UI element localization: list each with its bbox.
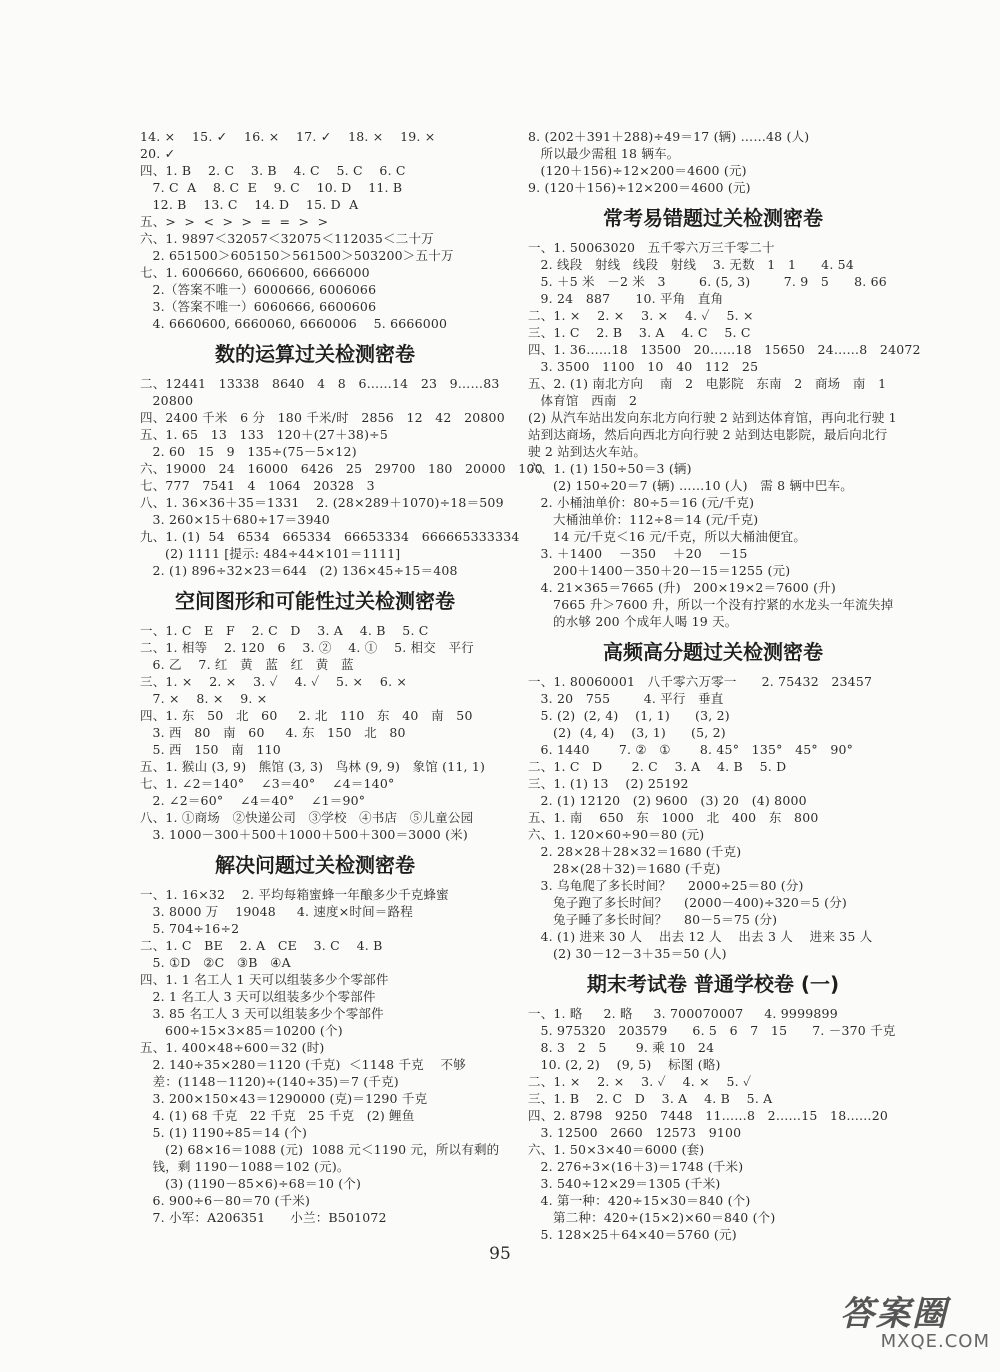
answer-line: 六、1. 9897＜32057＜32075＜112035＜二十万 [140, 231, 434, 246]
answer-line: 2. 小桶油单价：80÷5＝16 (元/千克) [528, 495, 755, 510]
answer-line: 2. 28×28＋28×32＝1680 (千克) [528, 844, 742, 859]
answer-line: 所以最少需租 18 辆车。 [528, 146, 680, 161]
answer-line: 12. B 13. C 14. D 15. D A [140, 197, 359, 212]
answer-line: 三、1. C 2. B 3. A 4. C 5. C [528, 325, 751, 340]
answer-line: 2. (1) 12120 (2) 9600 (3) 20 (4) 8000 [528, 793, 807, 808]
page-number: 95 [489, 1244, 511, 1264]
answer-line: 四、1. 36……18 13500 20……18 15650 24……8 24072 [528, 342, 921, 357]
answer-line: 5. ＋5 米 －2 米 3 6. (5, 3) 7. 9 5 8. 66 [528, 274, 887, 289]
answer-line: 钱，剩 1190－1088＝102 (元)。 [140, 1159, 350, 1174]
answer-line: 2. 1 名工人 3 天可以组装多少个零部件 [140, 989, 376, 1004]
answer-line: 兔子睡了多长时间？ 80－5＝75 (分) [528, 912, 778, 927]
answer-line: 7. C A 8. C E 9. C 10. D 11. B [140, 180, 403, 195]
answer-line: 的水够 200 个成年人喝 19 天。 [528, 614, 738, 629]
answer-line: 9. (120＋156)÷12×200＝4600 (元) [528, 180, 751, 195]
answer-line: 一、1. C E F 2. C D 3. A 4. B 5. C [140, 623, 429, 638]
answer-line: 大桶油单价：112÷8＝14 (元/千克) [528, 512, 759, 527]
answer-line: 六、1. 120×60÷90＝80 (元) [528, 827, 705, 842]
answer-line: 8. 3 2 5 9. 乘 10 24 [528, 1040, 715, 1055]
answer-line: 四、1. 1 名工人 1 天可以组装多少个零部件 [140, 972, 389, 987]
answer-line: 七、777 7541 4 1064 20328 3 [140, 478, 375, 493]
answer-line: 3. 260×15＋680÷17＝3940 [140, 512, 330, 527]
answer-line: 2.（答案不唯一）6000666, 6006066 [140, 282, 377, 297]
answer-line: (2) 150÷20＝7 (辆) ……10 (人) 需 8 辆中巴车。 [528, 478, 853, 493]
answer-line: 八、1. 36×36＋35＝1331 2. (28×289＋1070)÷18＝509 [140, 495, 504, 510]
answer-line: 600÷15×3×85＝10200 (个) [140, 1023, 343, 1038]
answer-line: 二、1. 相等 2. 120 6 3. ② 4. ① 5. 相交 平行 [140, 640, 474, 655]
answer-line: 一、1. 略 2. 略 3. 700070007 4. 9999899 [528, 1006, 838, 1021]
answer-line: 5. ①D ②C ③B ④A [140, 955, 291, 970]
answer-line: 6. 乙 7. 红 黄 蓝 红 黄 蓝 [140, 657, 354, 672]
answer-line: (120＋156)÷12×200＝4600 (元) [528, 163, 747, 178]
answer-line: 二、12441 13338 8640 4 8 6……14 23 9……83 [140, 376, 500, 391]
answer-line: 2. 651500＞605150＞561500＞503200＞五十万 [140, 248, 454, 263]
answer-line: 8. (202＋391＋288)÷49＝17 (辆) ……48 (人) [528, 129, 810, 144]
answer-line: 六、1. 50×3×40＝6000 (套) [528, 1142, 705, 1157]
section-heading: 解决问题过关检测密卷 [215, 853, 415, 877]
right-column [528, 128, 921, 1243]
answer-line: 20. ✓ [140, 146, 176, 161]
answer-line: 2. 60 15 9 135÷(75－5×12) [140, 444, 357, 459]
answer-line: (2) 1111 [提示: 484÷44×101＝1111] [140, 546, 401, 561]
answer-line: 一、1. 80060001 八千零六万零一 2. 75432 23457 [528, 674, 873, 689]
section-heading: 期末考试卷 普通学校卷 (一) [586, 972, 840, 996]
section-heading: 常考易错题过关检测密卷 [603, 206, 823, 230]
answer-line: 9. 24 887 10. 平角 直角 [528, 291, 724, 306]
answer-line: 差：(1148－1120)÷(140÷35)＝7 (千克) [140, 1074, 399, 1089]
answer-line: 3. 8000 万 19048 4. 速度×时间＝路程 [140, 904, 413, 919]
section-heading: 高频高分题过关检测密卷 [603, 640, 823, 664]
answer-line: 五、1. 400×48÷600＝32 (时) [140, 1040, 325, 1055]
answer-line: 14. × 15. ✓ 16. × 17. ✓ 18. × 19. × [140, 129, 436, 144]
answer-line: 28×(28＋32)＝1680 (千克) [528, 861, 721, 876]
answer-line: 第二种：420÷(15×2)×60＝840 (个) [528, 1210, 776, 1225]
answer-line: 4. (1) 68 千克 22 千克 25 千克 (2) 鲤鱼 [140, 1108, 415, 1123]
answer-line: 5. 128×25＋64×40＝5760 (元) [528, 1227, 737, 1242]
watermark-url: MXQE.COM [880, 1331, 990, 1352]
answer-line: 二、1. × 2. × 3. ✓ 4. × 5. ✓ [528, 1074, 752, 1089]
watermark [840, 1286, 990, 1366]
answer-line: 3. 1000－300＋500＋1000＋500＋300＝3000 (米) [140, 827, 468, 842]
answer-line: 九、1. (1) 54 6534 665334 66653334 666665333334 [140, 529, 520, 544]
answer-line: 二、1. C D 2. C 3. A 4. B 5. D [528, 759, 787, 774]
answer-line: 5. (1) 1190÷85＝14 (个) [140, 1125, 308, 1140]
answer-line: 体育馆 西南 2 [528, 393, 638, 408]
watermark-logo: 答案圈 [840, 1294, 948, 1334]
answer-line: 2. 线段 射线 线段 射线 3. 无数 1 1 4. 54 [528, 257, 854, 272]
answer-line: 7. × 8. × 9. × [140, 691, 268, 706]
answer-line: 四、2. 8798 9250 7448 11……8 2……15 18……20 [528, 1108, 889, 1123]
answer-line: 七、1. 6006660, 6606600, 6666000 [140, 265, 370, 280]
answer-line: 200＋1400－350＋20－15＝1255 (元) [528, 563, 791, 578]
answer-line: 六、19000 24 16000 6426 25 29700 180 20000 100 [140, 461, 543, 476]
answer-line: 4. 6660600, 6660060, 6660006 5. 6666000 [140, 316, 448, 331]
answer-line: 五、> > < > > = = > > [140, 214, 329, 229]
answer-line: 6. 1440 7. ② ① 8. 45° 135° 45° 90° [528, 742, 854, 757]
answer-line: 兔子跑了多长时间？ (2000－400)÷320＝5 (分) [528, 895, 847, 910]
answer-line: 七、1. ∠2＝140° ∠3＝40° ∠4＝140° [140, 776, 395, 791]
answer-line: 八、1. ①商场 ②快递公司 ③学校 ④书店 ⑤儿童公园 [140, 810, 474, 825]
answer-line: 四、2400 千米 6 分 180 千米/时 2856 12 42 20800 [140, 410, 505, 425]
answer-line: 4. 第一种：420÷15×30＝840 (个) [528, 1193, 751, 1208]
answer-line: 3. 西 80 南 60 4. 东 150 北 80 [140, 725, 406, 740]
answer-line: 3.（答案不唯一）6060666, 6600606 [140, 299, 377, 314]
section-heading: 空间图形和可能性过关检测密卷 [175, 589, 455, 613]
answer-line: 5. 975320 203579 6. 5 6 7 15 7. －370 千克 [528, 1023, 896, 1038]
answer-line: 3. 12500 2660 12573 9100 [528, 1125, 742, 1140]
answer-line: 2. (1) 896÷32×23＝644 (2) 136×45÷15＝408 [140, 563, 458, 578]
answer-line: 三、1. (1) 13 (2) 25192 [528, 776, 689, 791]
answer-line: 四、1. B 2. C 3. B 4. C 5. C 6. C [140, 163, 406, 178]
answer-line: 20800 [140, 393, 194, 408]
answer-line: 3. ＋1400 －350 ＋20 －15 [528, 546, 748, 561]
answer-line: 四、1. 东 50 北 60 2. 北 110 东 40 南 50 [140, 708, 473, 723]
answer-line: (2) 30－12－3＋35＝50 (人) [528, 946, 727, 961]
answer-line: 五、2. (1) 南北方向 南 2 电影院 东南 2 商场 南 1 [528, 376, 887, 391]
answer-line: 2. ∠2＝60° ∠4＝40° ∠1＝90° [140, 793, 366, 808]
answer-line: 2. 140÷35×280＝1120 (千克) ＜1148 千克 不够 [140, 1057, 466, 1072]
answer-line: 5. (2) (2, 4) (1, 1) (3, 2) [528, 708, 730, 723]
answer-line: 三、1. × 2. × 3. ✓ 4. ✓ 5. × 6. × [140, 674, 408, 689]
answer-line: 3. 乌龟爬了多长时间？ 2000÷25＝80 (分) [528, 878, 804, 893]
answer-line: 14 元/千克＜16 元/千克，所以大桶油便宜。 [528, 529, 807, 544]
answer-paragraph: (2) 从汽车站出发向东北方向行驶 2 站到达体育馆，再向北行驶 1 站到达商场，然后向西北方向行驶 2 站到达电影院，最后向北行驶 2 站到达火车站。 [528, 410, 897, 459]
answer-line: 五、1. 猴山 (3, 9) 熊馆 (3, 3) 鸟林 (9, 9) 象馆 (11, 1) [140, 759, 486, 774]
answer-line: 5. 西 150 南 110 [140, 742, 281, 757]
answer-line: 3. 85 名工人 3 天可以组装多少个零部件 [140, 1006, 384, 1021]
answer-line: 五、1. 65 13 133 120＋(27＋38)÷5 [140, 427, 388, 442]
answer-line: 4. 21×365＝7665 (升) 200×19×2＝7600 (升) [528, 580, 836, 595]
answer-line: 6. 900÷6－80＝70 (千米) [140, 1193, 311, 1208]
answer-line: 3. 200×150×43＝1290000 (克)＝1290 千克 [140, 1091, 428, 1106]
answer-line: 一、1. 50063020 五千零六万三千零二十 [528, 240, 775, 255]
answer-line: (2) (4, 4) (3, 1) (5, 2) [528, 725, 726, 740]
answer-line: 10. (2, 2) (9, 5) 标图 (略) [528, 1057, 721, 1072]
answer-line: 3. 3500 1100 10 40 112 25 [528, 359, 759, 374]
answer-line: 一、1. 16×32 2. 平均每箱蜜蜂一年酿多少千克蜂蜜 [140, 887, 449, 902]
answer-line: 4. (1) 进来 30 人 出去 12 人 出去 3 人 进来 35 人 [528, 929, 873, 944]
answer-line: 3. 540÷12×29＝1305 (千米) [528, 1176, 721, 1191]
answer-line: 六、1. (1) 150÷50＝3 (辆) [528, 461, 692, 476]
section-heading: 数的运算过关检测密卷 [215, 342, 415, 366]
answer-line: 3. 20 755 4. 平行 垂直 [528, 691, 724, 706]
answer-line: 二、1. C BE 2. A CE 3. C 4. B [140, 938, 383, 953]
answer-line: 2. 276÷3×(16＋3)＝1748 (千米) [528, 1159, 744, 1174]
answer-line: 三、1. B 2. C D 3. A 4. B 5. A [528, 1091, 773, 1106]
answer-line: 7665 升＞7600 升，所以一个没有拧紧的水龙头一年流失掉 [528, 597, 894, 612]
answer-line: 5. 704÷16÷2 [140, 921, 240, 936]
answer-line: 7. 小军：A206351 小兰：B501072 [140, 1210, 387, 1225]
answer-line: 二、1. × 2. × 3. × 4. ✓ 5. × [528, 308, 754, 323]
answer-line: (3) (1190－85×6)÷68＝10 (个) [140, 1176, 362, 1191]
left-column [140, 128, 543, 1226]
answer-line: (2) 68×16＝1088 (元) 1088 元＜1190 元，所以有剩的 [140, 1142, 500, 1157]
answer-line: 五、1. 南 650 东 1000 北 400 东 800 [528, 810, 819, 825]
